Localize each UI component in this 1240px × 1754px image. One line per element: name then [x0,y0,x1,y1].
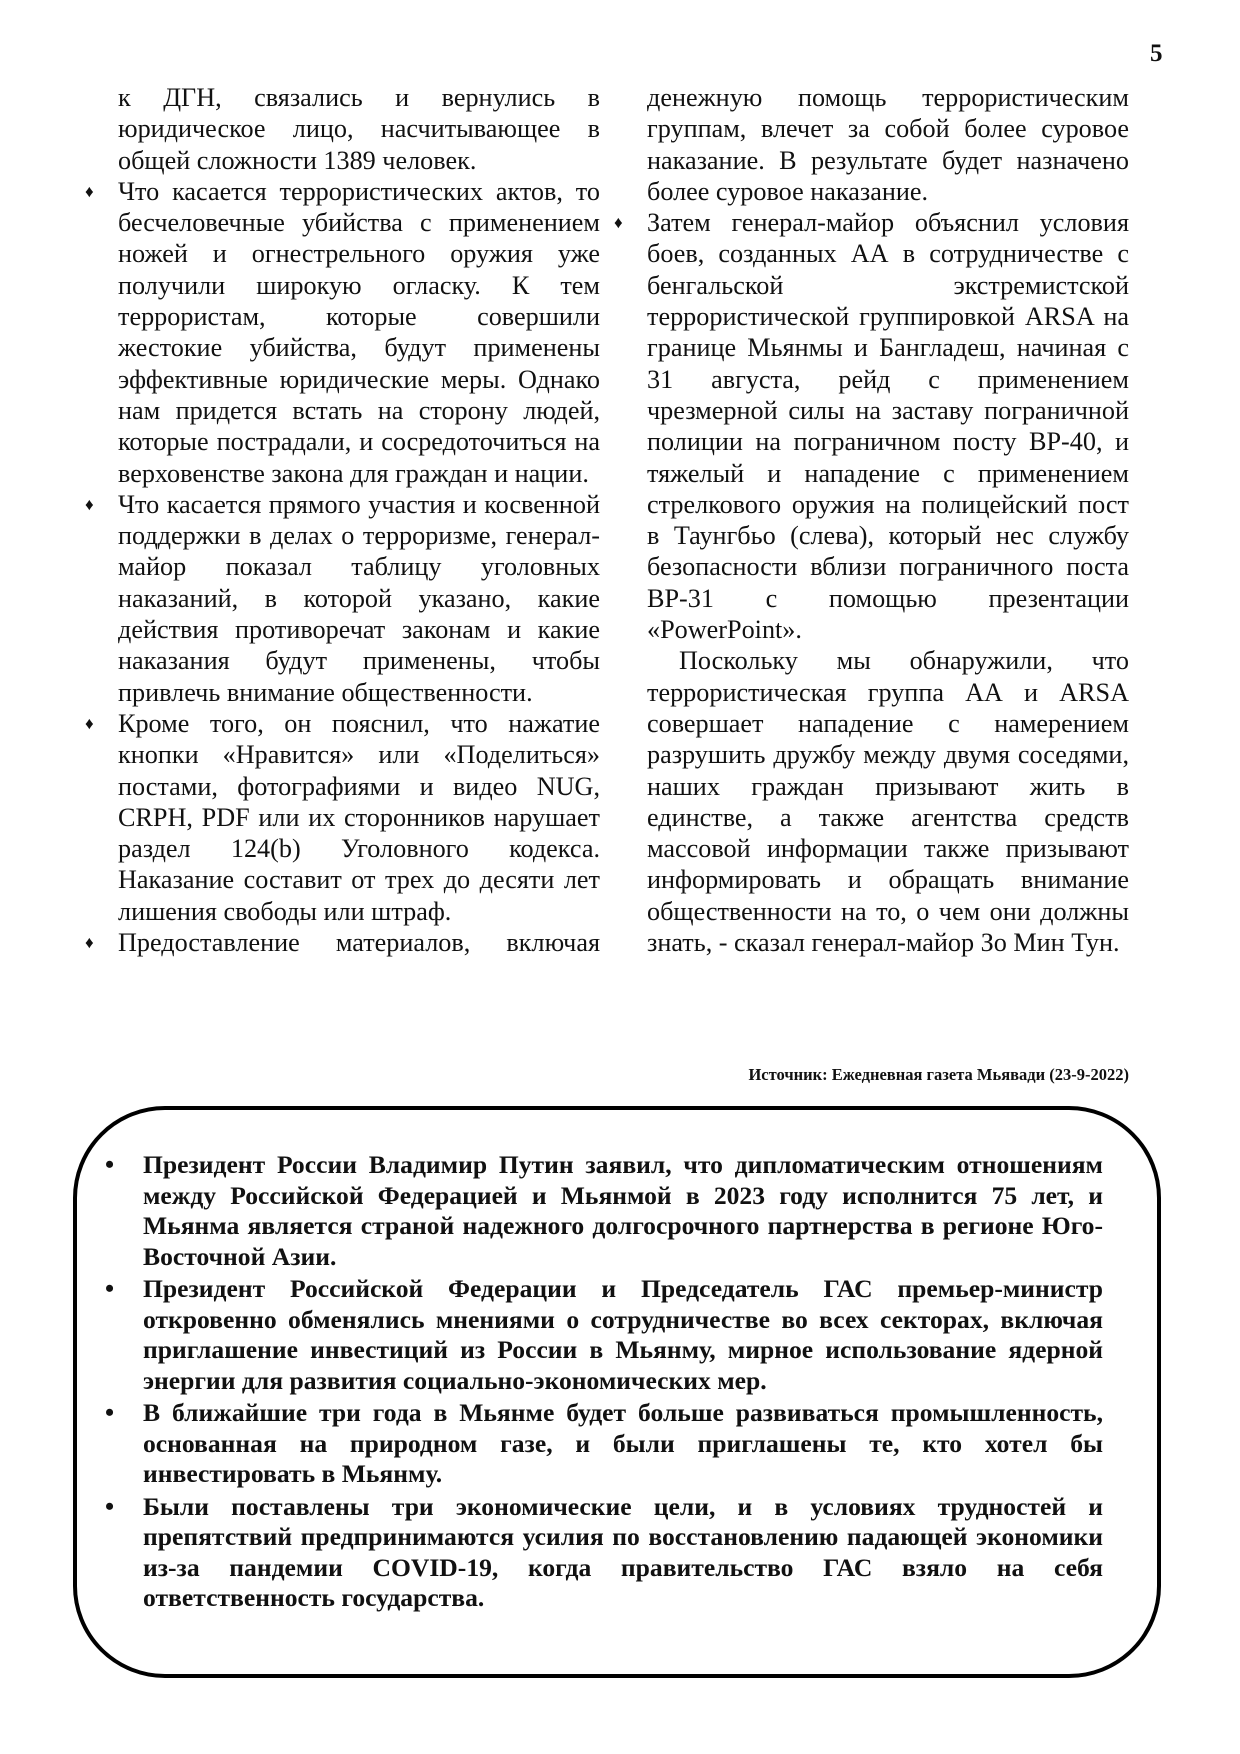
diamond-bullet-icon: ♦ [614,213,623,233]
bullet-dot-icon: • [105,1274,115,1303]
right-column [614,82,1129,958]
page-number: 5 [1150,40,1163,67]
closing-paragraph: Поскольку мы обнаружили, что террористическая группа АА и ARSA совершает нападение с намерением разрушить дружбу между двумя соседями, наших граждан призывают жить в единстве, а также агентства средств массовой информации также призывают информировать и обращать внимание общественности на то, о чем они должны знать, - сказал генерал-майор Зо Мин Тун. [647,646,1129,958]
diamond-bullet-icon: ♦ [85,713,94,733]
list-item [85,708,600,927]
summary-list [105,1150,1103,1616]
bullet-dot-icon: • [105,1150,115,1179]
source-citation: Источник: Ежедневная газета Мьявади (23-9-2022) [748,1065,1129,1084]
diamond-bullet-icon: ♦ [85,933,94,953]
left-continuation-paragraph: к ДГН, связались и вернулись в юридическое лицо, насчитывающее в общей сложности 1389 человек. [118,83,600,175]
summary-item-text: В ближайшие три года в Мьянме будет больше развиваться промышленность, основанная на природном газе, и были приглашены те, кто хотел бы инвестировать в Мьянму. [143,1398,1103,1488]
list-item [85,176,600,489]
list-item-text: Что касается прямого участия и косвенной поддержки в делах о терроризме, генерал-майор показал таблицу уголовных наказаний, в которой указано, какие действия противоречат законам и какие наказания будут применены, чтобы привлечь внимание общественности. [118,489,600,707]
list-item-text: Кроме того, он пояснил, что нажатие кнопки «Нравится» или «Поделиться» постами, фотографиями и видео NUG, CRPH, PDF или их сторонников нарушает раздел 124(b) Уголовного кодекса. Наказание составит от трех до десяти лет лишения свободы или штраф. [118,708,600,926]
summary-item-text: Были поставлены три экономические цели, и в условиях трудностей и препятствий предпринимаются усилия по восстановлению падающей экономики из-за пандемии COVID-19, когда правительство ГАС взяло на себя ответственность государства. [143,1491,1103,1612]
diamond-bullet-icon: ♦ [85,494,94,514]
list-item-text: Предоставление материалов, включая [118,928,600,958]
summary-item [105,1398,1103,1490]
summary-item-text: Президент Российской Федерации и Председатель ГАС премьер-министр откровенно обменялись мнениями о сотрудничестве во всех секторах, включая приглашение инвестиций из России в Мьянму, мирное использование ядерной энергии для развития социально-экономических мер. [143,1274,1103,1395]
left-column [85,82,600,958]
summary-item-text: Президент России Владимир Путин заявил, что дипломатическим отношениям между Российской Федерацией и Мьянмой в 2023 году исполнится 75 лет, и Мьянма является страной надежного долгосрочного партнерства в регионе Юго-Восточной Азии. [143,1150,1103,1271]
list-item [85,927,600,958]
list-item-text: Что касается террористических актов, то бесчеловечные убийства с применением ножей и огнестрельного оружия уже получили широкую огласку. К тем террористам, которые совершили жестокие убийства, будут применены эффективные юридические меры. Однако нам придется встать на сторону людей, которые пострадали, и сосредоточиться на верховенстве закона для граждан и нации. [118,176,600,488]
list-item [614,207,1129,645]
list-item-text: Затем генерал-майор объяснил условия боев, созданных АА в сотрудничестве с бенгальской экстремистской террористической группировкой ARSA на границе Мьянмы и Бангладеш, начиная с 31 августа, рейд с применением чрезмерной силы на заставу пограничной полиции на пограничном посту BP-40, и тяжелый и нападение с применением стрелкового оружия на полицейский пост в Таунгбьо (слева), который нес службу безопасности вблизи пограничного поста BP-31 с помощью презентации «PowerPoint». [647,208,1129,645]
summary-item [105,1491,1103,1614]
list-item [85,489,600,708]
diamond-bullet-icon: ♦ [85,181,94,201]
bullet-dot-icon: • [105,1491,115,1521]
summary-item [105,1274,1103,1396]
bullet-dot-icon: • [105,1398,115,1427]
right-continuation-paragraph: денежную помощь террористическим группам, влечет за собой более суровое наказание. В результате будет назначено более суровое наказание. [647,83,1129,206]
summary-box [73,1106,1161,1678]
summary-item [105,1150,1103,1272]
